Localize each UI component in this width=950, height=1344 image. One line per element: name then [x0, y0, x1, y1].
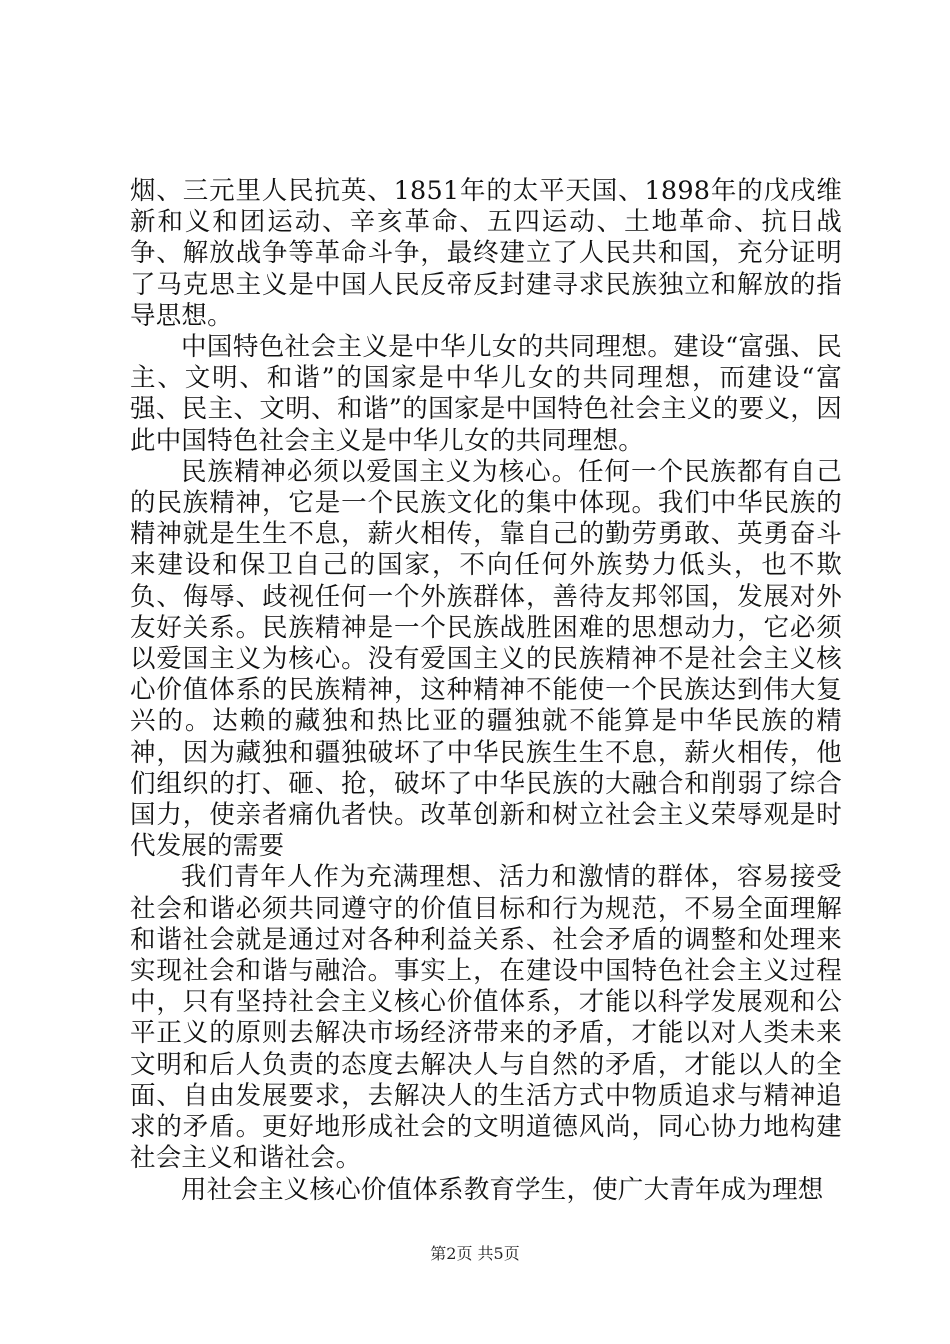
document-body [130, 176, 842, 1206]
page-footer: 第2页 共5页 [430, 1244, 520, 1263]
paragraph-education: 用社会主义核心价值体系教育学生，使广大青年成为理想 [181, 1174, 824, 1205]
paragraph-continuation: 烟、三元里人民抗英、1851年的太平天国、1898年的戊戌维新和义和团运动、辛亥革命、五四运动、土地革命、抗日战争、解放战争等革命斗争，最终建立了人民共和国，充分证明了马克思主义是中国人民反帝反封建寻求民族独立和解放的指导思想。 [130, 176, 842, 331]
paragraph-common-ideal: 中国特色社会主义是中华儿女的共同理想。建设“富强、民主、文明、和谐”的国家是中华儿女的共同理想，而建设“富强、民主、文明、和谐”的国家是中国特色社会主义的要义，因此中国特色社会主义是中华儿女的共同理想。 [130, 332, 842, 456]
paragraph-youth-harmony: 我们青年人作为充满理想、活力和激情的群体，容易接受社会和谐必须共同遵守的价值目标和行为规范，不易全面理解和谐社会就是通过对各种利益关系、社会矛盾的调整和处理来实现社会和谐与融洽。事实上，在建设中国特色社会主义过程中，只有坚持社会主义核心价值体系，才能以科学发展观和公平正义的原则去解决市场经济带来的矛盾，才能以对人类未来文明和后人负责的态度去解决人与自然的矛盾，才能以人的全面、自由发展要求，去解决人的生活方式中物质追求与精神追求的矛盾。更好地形成社会的文明道德风尚，同心协力地构建社会主义和谐社会。 [130, 862, 842, 1174]
paragraph-national-spirit: 民族精神必须以爱国主义为核心。任何一个民族都有自己的民族精神，它是一个民族文化的集中体现。我们中华民族的精神就是生生不息，薪火相传，靠自己的勤劳勇敢、英勇奋斗来建设和保卫自己的国家，不向任何外族势力低头，也不欺负、侮辱、歧视任何一个外族群体，善待友邦邻国，发展对外友好关系。民族精神是一个民族战胜困难的思想动力，它必须以爱国主义为核心。没有爱国主义的民族精神不是社会主义核心价值体系的民族精神，这种精神不能使一个民族达到伟大复兴的。达赖的藏独和热比亚的疆独就不能算是中华民族的精神，因为藏独和疆独破坏了中华民族生生不息，薪火相传，他们组织的打、砸、抢，破坏了中华民族的大融合和削弱了综合国力，使亲者痛仇者快。改革创新和树立社会主义荣辱观是时代发展的需要 [130, 456, 842, 862]
